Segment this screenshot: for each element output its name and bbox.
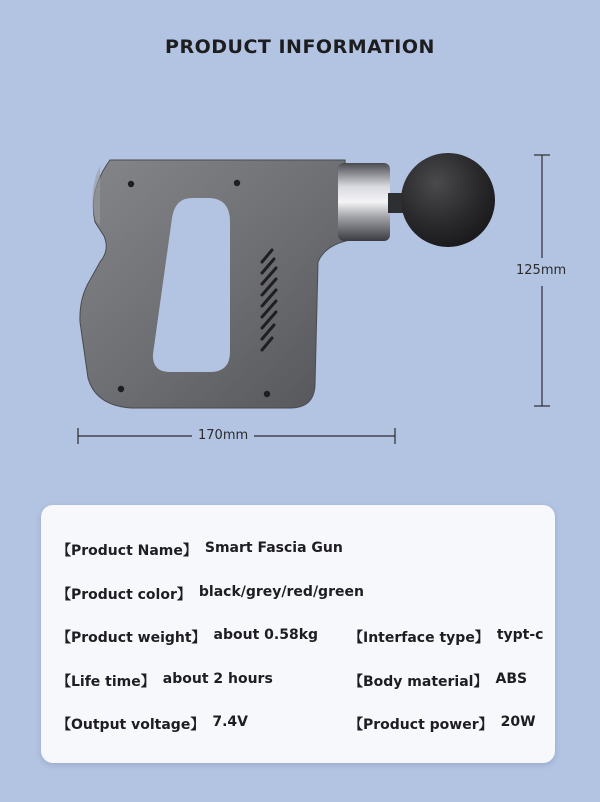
spec-value: 20W — [500, 714, 536, 730]
spec-key: 【Interface type】 — [349, 630, 489, 646]
spec-value: about 2 hours — [162, 671, 273, 687]
page-title: PRODUCT INFORMATION — [165, 36, 435, 58]
spec-card — [41, 505, 555, 763]
spec-value: about 0.58kg — [213, 627, 319, 643]
spec-body-material — [349, 671, 527, 691]
spec-key: 【Output voltage】 — [57, 717, 205, 733]
spec-product-power — [349, 714, 536, 734]
spec-product-color — [57, 584, 364, 604]
spec-product-name — [57, 540, 343, 560]
spec-key: 【Product power】 — [349, 717, 493, 733]
screw-dot — [234, 180, 240, 186]
spec-value: ABS — [495, 671, 528, 687]
spec-key: 【Product Name】 — [57, 543, 197, 559]
spec-key: 【Product color】 — [57, 587, 191, 603]
width-label: 170mm — [198, 428, 249, 443]
screw-dot — [264, 391, 270, 397]
massage-ball — [401, 153, 495, 247]
screw-dot — [118, 386, 124, 392]
spec-interface-type — [349, 627, 543, 647]
spec-value: typt-c — [496, 627, 544, 643]
screw-dot — [128, 181, 134, 187]
spec-output-voltage — [57, 714, 248, 734]
spec-value: 7.4V — [212, 714, 248, 730]
chrome-cylinder — [338, 163, 390, 241]
height-label: 125mm — [516, 263, 567, 278]
spec-product-weight — [57, 627, 318, 647]
spec-value: black/grey/red/green — [198, 584, 364, 600]
spec-life-time — [57, 671, 273, 691]
spec-key: 【Product weight】 — [57, 630, 206, 646]
height-dimension-line — [534, 155, 550, 406]
spec-key: 【Body material】 — [349, 674, 488, 690]
spec-key: 【Life time】 — [57, 674, 155, 690]
spec-value: Smart Fascia Gun — [204, 540, 343, 556]
